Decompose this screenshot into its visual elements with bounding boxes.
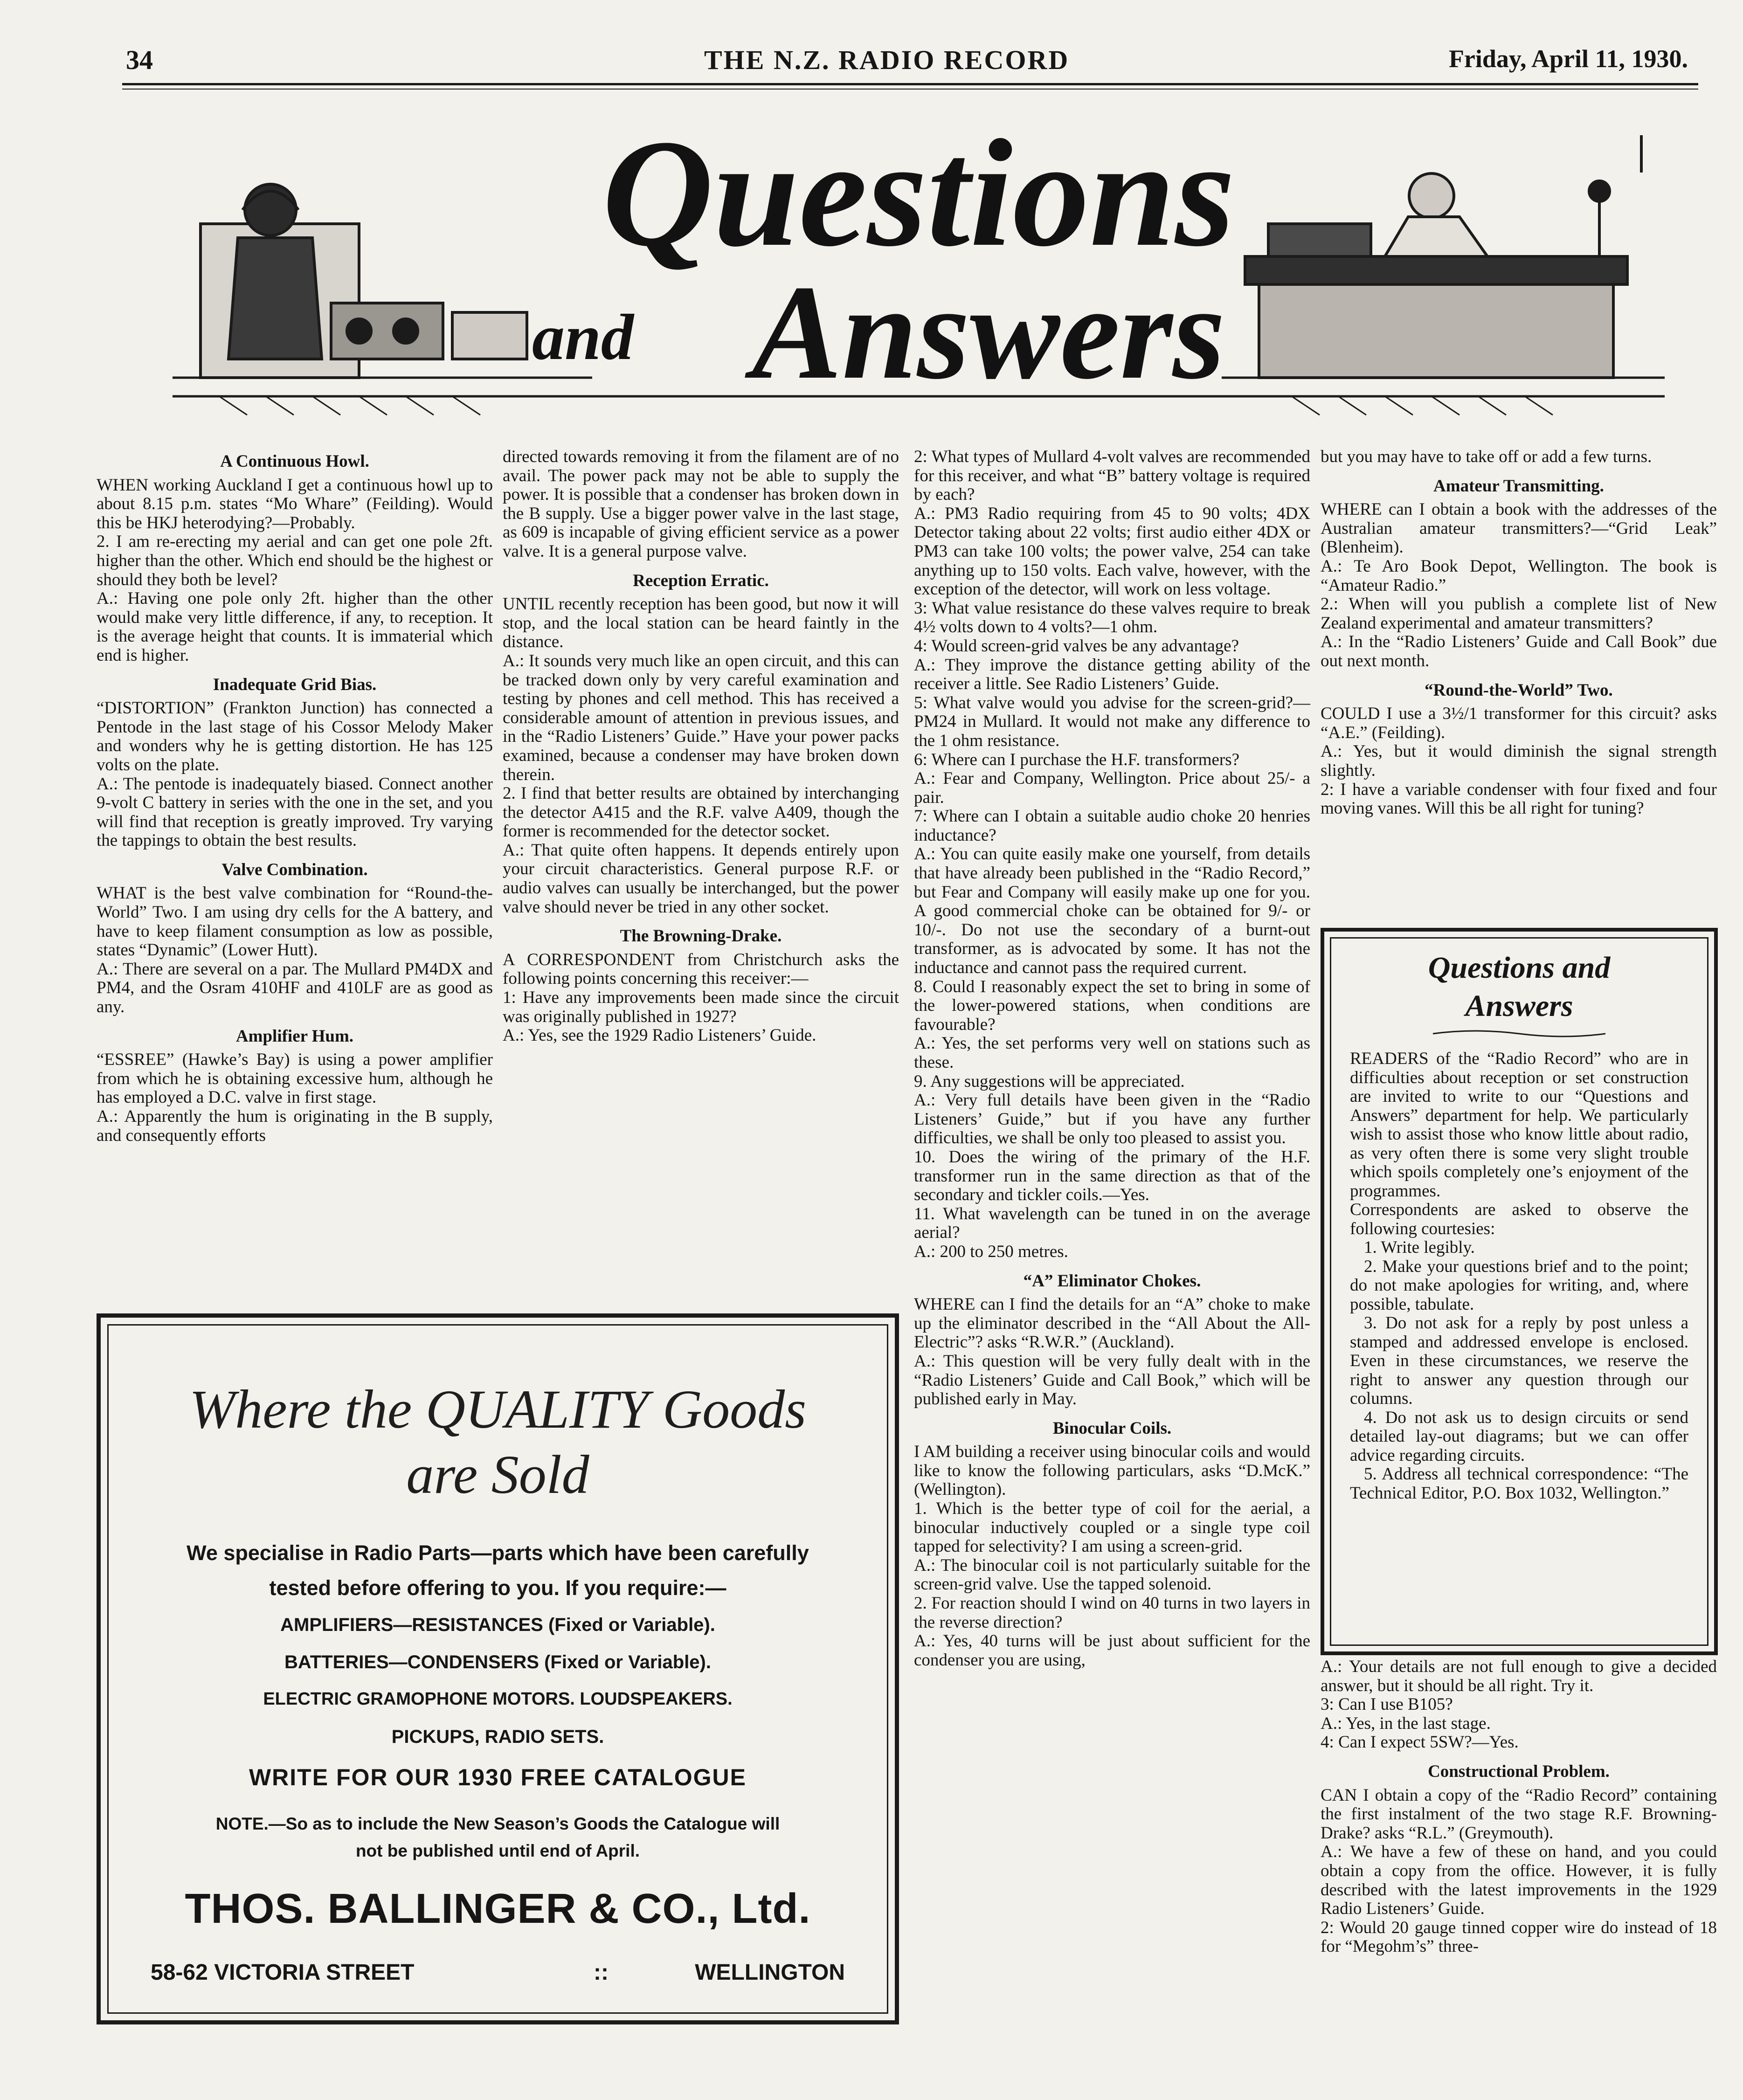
article-paragraph: A.: Very full details have been given in the “Radio Listeners’ Guide,” but if you have any further difficulties, we shall be only too pleased to assist you. (914, 1091, 1310, 1148)
section-heading: Valve Combination. (221, 860, 368, 879)
section-heading: Binocular Coils. (1052, 1418, 1172, 1438)
article-paragraph: directed towards removing it from the filament are of no avail. The power pack may not be able to supply the power. It is possible that a condenser has broken down in the B supply. Use a bigger power valve in the last stage, as 609 is incapable of giving efficient service as a power valve. It is a general purpose valve. (503, 447, 899, 561)
article-paragraph: A.: PM3 Radio requiring from 45 to 90 volts; 4DX Detector taking about 22 volts; first audio either 4DX or PM3 can take 100 volts; the power valve, 254 can take anything up to 150 volts. Each valve, however, with the exception of the detector, will work on less voltage. (914, 504, 1310, 599)
reader-notice-box (1321, 928, 1718, 1655)
article-paragraph: WHERE can I obtain a book with the addresses of the Australian amateur transmitters?—“Grid Leak” (Blenheim). (1321, 500, 1717, 557)
advert-product-line-2: BATTERIES—CONDENSERS (Fixed or Variable). (284, 1652, 711, 1672)
advert-product-line-4: PICKUPS, RADIO SETS. (391, 1727, 604, 1747)
article-paragraph: 1. Which is the better type of coil for the aerial, a binocular inductively coupled or a single type coil tapped for selectivity? I am using a screen-grid. (914, 1499, 1310, 1556)
issue-date: Friday, April 11, 1930. (1448, 45, 1688, 73)
article-paragraph: 5: What valve would you advise for the screen-grid?—PM24 in Mullard. It would not make any difference to the 1 ohm resistance. (914, 693, 1310, 750)
article-paragraph: WHEN working Auckland I get a continuous howl up to about 8.15 p.m. states “Mo Whare” (Feilding). Would this be HKJ heterodying?—Probably. (97, 475, 493, 532)
article-paragraph: A.: Yes, see the 1929 Radio Listeners’ Guide. (503, 1026, 816, 1045)
article-paragraph: WHAT is the best valve combination for “Round-the-World” Two. I am using dry cells for the A battery, and have to keep filament consumption as low as possible, states “Dynamic” (Lower Hutt). (97, 884, 493, 960)
notice-paragraph: READERS of the “Radio Record” who are in difficulties about reception or set construction are invited to write to our “Questions and Answers” department for help. We particularly wish to assist those who know little about radio, as very often there is some very slight trouble which spoils completely one’s enjoyment of the programmes. (1350, 1049, 1688, 1201)
advert-headline (109, 1377, 887, 1507)
page-number: 34 (126, 45, 153, 75)
article-paragraph: A.: In the “Radio Listeners’ Guide and Call Book” due out next month. (1321, 632, 1717, 670)
notice-paragraph: Correspondents are asked to observe the following courtesies: (1350, 1200, 1688, 1238)
article-paragraph: I AM building a receiver using binocular coils and would like to know the following particulars, asks “D.McK.” (Wellington). (914, 1442, 1310, 1499)
article-paragraph: A.: Your details are not full enough to give a decided answer, but it should be all right. Try it. (1321, 1657, 1717, 1695)
article-paragraph: A.: Yes, in the last stage. (1321, 1713, 1491, 1733)
advert-note (141, 1810, 854, 1865)
article-paragraph: 2. For reaction should I wind on 40 turns in two layers in the reverse direction? (914, 1594, 1310, 1632)
notice-paragraph: 1. Write legibly. (1364, 1238, 1475, 1257)
ballinger-advertisement (97, 1313, 899, 2024)
editor-illustration (1245, 135, 1641, 378)
article-paragraph: A.: Apparently the hum is originating in the B supply, and consequently efforts (97, 1107, 493, 1145)
column-1 (97, 448, 493, 1145)
advert-note-line-2: not be published until end of April. (355, 1841, 640, 1860)
article-paragraph: 2: I have a variable condenser with four fixed and four moving vanes. Will this be all right for tuning? (1321, 780, 1717, 818)
banner-word-questions: Questions (602, 117, 1235, 278)
notice-swash-divider (1431, 1028, 1608, 1039)
article-paragraph: 9. Any suggestions will be appreciated. (914, 1071, 1185, 1091)
article-paragraph: 2. I am re-erecting my aerial and can get one pole 2ft. higher than the other. Which end should be the highest or should they both be level? (97, 532, 493, 589)
article-paragraph: 1: Have any improvements been made since the circuit was originally published in 1927? (503, 988, 899, 1026)
section-heading: “Round-the-World” Two. (1425, 680, 1613, 700)
article-paragraph: A.: This question will be very fully dealt with in the “Radio Listeners’ Guide and Call Book,” which will be published early in May. (914, 1351, 1310, 1409)
article-paragraph: A.: The pentode is inadequately biased. Connect another 9-volt C battery in series with the one in the set, and you will find that reception is greatly improved. Try varying the tappings to obtain the best results. (97, 774, 493, 850)
publication-title: THE N.Z. RADIO RECORD (704, 45, 1070, 75)
article-paragraph: 3: Can I use B105? (1321, 1695, 1453, 1714)
section-heading: Constructional Problem. (1428, 1762, 1610, 1781)
article-paragraph: 2. I find that better results are obtained by interchanging the detector A415 and the R.F. valve A409, though the former is recommended for the detector socket. (503, 784, 899, 841)
article-paragraph: A.: We have a few of these on hand, and you could obtain a copy from the office. However, it is fully described with the latest improvements in the 1929 Radio Listeners’ Guide. (1321, 1842, 1717, 1919)
article-paragraph: A.: They improve the distance getting ability of the receiver a little. See Radio Listeners’ Guide. (914, 655, 1310, 694)
notice-paragraph: 2. Make your questions brief and to the point; do not make apologies for writing, and, where possible, tabulate. (1350, 1257, 1688, 1314)
article-paragraph: A.: 200 to 250 metres. (914, 1242, 1068, 1261)
column-4-top (1321, 448, 1717, 818)
section-heading: “A” Eliminator Chokes. (1023, 1271, 1201, 1291)
masthead-rule-thick (122, 83, 1698, 85)
advert-headline-line-1: Where the QUALITY Goods (189, 1379, 807, 1440)
advert-street-address: 58-62 VICTORIA STREET (151, 1960, 415, 1985)
article-paragraph: A.: You can quite easily make one yourself, from details that have already been published in the “Radio Record,” but Fear and Company will easily make up one for you. A good commercial choke can be obtained for 9/- or 10/-. Do not use the secondary of a burnt-out transformer, as is advocated by some. It has not the inductance and cannot pass the required current. (914, 844, 1310, 978)
article-paragraph: A.: Having one pole only 2ft. higher than the other would make very little difference, if any, to reception. It is the average height that counts. It is immaterial which end is higher. (97, 589, 493, 665)
article-paragraph: 2: What types of Mullard 4-volt valves are recommended for this receiver, and what “B” battery voltage is required by each? (914, 447, 1310, 504)
article-paragraph: A.: There are several on a par. The Mullard PM4DX and PM4, and the Osram 410HF and 410LF are as good as any. (97, 959, 493, 1017)
section-heading: Inadequate Grid Bias. (213, 675, 377, 694)
article-paragraph: 7: Where can I obtain a suitable audio choke 20 henries inductance? (914, 807, 1310, 845)
article-paragraph: A.: Te Aro Book Depot, Wellington. The book is “Amateur Radio.” (1321, 556, 1717, 595)
notice-body (1350, 1050, 1688, 1503)
column-3 (914, 448, 1310, 1670)
banner-word-answers: Answers (752, 257, 1225, 407)
article-paragraph: UNTIL recently reception has been good, but now it will stop, and the local station can be heard faintly in the distance. (503, 594, 899, 652)
article-paragraph: A.: The binocular coil is not particularly suitable for the screen-grid valve. Use the tapped solenoid. (914, 1555, 1310, 1594)
advert-catalogue-offer: WRITE FOR OUR 1930 FREE CATALOGUE (249, 1764, 747, 1790)
article-paragraph: 4: Can I expect 5SW?—Yes. (1321, 1733, 1519, 1752)
article-paragraph: A.: Yes, the set performs very well on stations such as these. (914, 1034, 1310, 1072)
article-paragraph: A CORRESPONDENT from Christchurch asks the following points concerning this receiver:— (503, 950, 899, 988)
column-2 (503, 448, 899, 1045)
article-paragraph: A.: That quite often happens. It depends entirely upon your circuit characteristics. General purpose R.F. or audio valves can usually be interchanged, but the power valve should never be tried in any other socket. (503, 840, 899, 917)
masthead-rule-thin (122, 89, 1698, 90)
advert-intro (137, 1535, 859, 1605)
advert-intro-line-1: We specialise in Radio Parts—parts which have been carefully (187, 1541, 809, 1565)
advert-address-separator: :: (594, 1960, 609, 1985)
advert-product-line-3: ELECTRIC GRAMOPHONE MOTORS. LOUDSPEAKERS. (263, 1689, 733, 1709)
article-paragraph: 3: What value resistance do these valves require to break 4½ volts down to 4 volts?—1 ohm. (914, 598, 1310, 637)
notice-paragraph: 4. Do not ask us to design circuits or send detailed lay-out diagrams; but we can offer advice regarding circuits. (1350, 1408, 1688, 1465)
article-paragraph: 2.: When will you publish a complete list of New Zealand experimental and amateur transmitters? (1321, 594, 1717, 633)
advert-city: WELLINGTON (695, 1960, 845, 1985)
section-heading: Amateur Transmitting. (1433, 476, 1604, 496)
advert-intro-line-2: tested before offering to you. If you require:— (269, 1576, 726, 1600)
article-paragraph: A.: Yes, 40 turns will be just about sufficient for the condenser you are using, (914, 1631, 1310, 1670)
notice-title-line-1: Questions and (1428, 951, 1611, 985)
article-paragraph: 10. Does the wiring of the primary of the H.F. transformer run in the same direction as that of the secondary and tickler coils.—Yes. (914, 1147, 1310, 1205)
masthead (126, 44, 1688, 77)
article-paragraph: but you may have to take off or add a few turns. (1321, 447, 1652, 466)
notice-title-line-2: Answers (1465, 989, 1573, 1023)
column-4-bottom (1321, 1658, 1717, 1956)
advert-note-line-1: NOTE.—So as to include the New Season’s Goods the Catalogue will (215, 1814, 780, 1833)
listener-illustration (201, 184, 527, 378)
article-paragraph: 2: Would 20 gauge tinned copper wire do instead of 18 for “Megohm’s” three- (1321, 1918, 1717, 1956)
banner-word-and: and (532, 301, 634, 373)
section-heading: Amplifier Hum. (235, 1026, 354, 1046)
article-paragraph: COULD I use a 3½/1 transformer for this circuit? asks “A.E.” (Feilding). (1321, 704, 1717, 742)
section-heading: The Browning-Drake. (620, 926, 782, 946)
article-paragraph: A.: Yes, but it would diminish the signal strength slightly. (1321, 742, 1717, 780)
article-paragraph: 4: Would screen-grid valves be any advantage? (914, 636, 1239, 656)
notice-paragraph: 5. Address all technical correspondence: “The Technical Editor, P.O. Box 1032, Wellington.” (1350, 1464, 1688, 1503)
article-paragraph: A.: It sounds very much like an open circuit, and this can be tracked down only by very careful examination and testing by phones and cell method. This has received a considerable amount of attention in previous issues, and in the “Radio Listeners’ Guide.” Have your power packs examined, because a condenser may have broken down therein. (503, 651, 899, 784)
article-paragraph: 8. Could I reasonably expect the set to bring in some of the lower-powered stations, when conditions are favourable? (914, 977, 1310, 1034)
article-paragraph: WHERE can I find the details for an “A” choke to make up the eliminator described in the “All About the All-Electric”? asks “R.W.R.” (Auckland). (914, 1295, 1310, 1352)
article-paragraph: 6: Where can I purchase the H.F. transformers? (914, 750, 1240, 769)
section-heading: A Continuous Howl. (220, 452, 369, 471)
advert-headline-line-2: are Sold (406, 1444, 589, 1505)
article-paragraph: “DISTORTION” (Frankton Junction) has connected a Pentode in the last stage of his Cossor Melody Maker and wonders why he is getting distortion. He has 125 volts on the plate. (97, 698, 493, 774)
article-paragraph: 11. What wavelength can be tuned in on the average aerial? (914, 1204, 1310, 1243)
article-paragraph: A.: Fear and Company, Wellington. Price about 25/- a pair. (914, 769, 1310, 807)
advert-company-name: THOS. BALLINGER & CO., Ltd. (185, 1886, 811, 1932)
advert-product-line-1: AMPLIFIERS—RESISTANCES (Fixed or Variable). (280, 1615, 715, 1635)
questions-and-answers-banner (173, 117, 1665, 424)
article-paragraph: CAN I obtain a copy of the “Radio Record” containing the first instalment of the two stage R.F. Browning-Drake? asks “R.L.” (Greymouth). (1321, 1785, 1717, 1843)
article-paragraph: “ESSREE” (Hawke’s Bay) is using a power amplifier from which he is obtaining excessive hum, although he has employed a D.C. valve in first stage. (97, 1050, 493, 1107)
section-heading: Reception Erratic. (633, 571, 769, 590)
notice-paragraph: 3. Do not ask for a reply by post unless a stamped and addressed envelope is enclosed. Even in these circumstances, we reserve the right to answer any question through our columns. (1350, 1313, 1688, 1408)
notice-title (1350, 949, 1688, 1025)
